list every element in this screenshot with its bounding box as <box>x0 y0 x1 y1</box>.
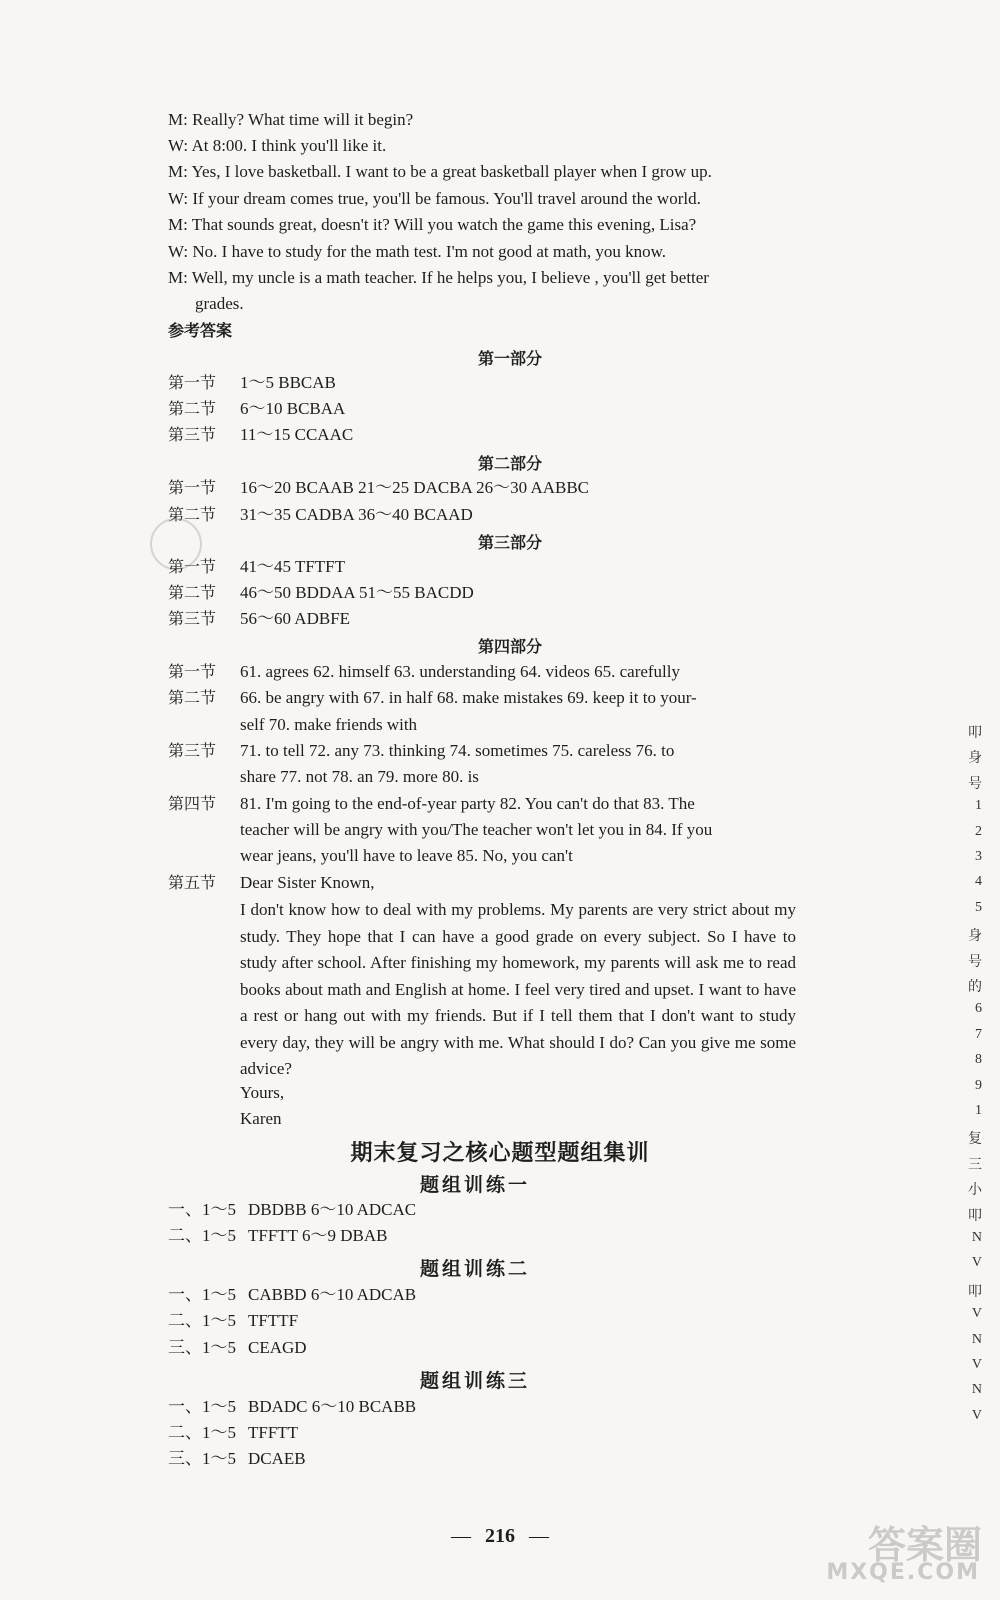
answer-row: 三、1～5 DCAEB <box>168 1449 306 1468</box>
margin-char: 1 <box>975 798 982 814</box>
answer-row: 二、1～5 TFFTT <box>168 1423 299 1442</box>
answer-row: 一、1～5 CABBD 6～10 ADCAB <box>168 1285 417 1304</box>
answer-row-continued: share 77. not 78. an 79. more 80. is <box>240 767 479 786</box>
margin-char: V <box>971 1357 982 1372</box>
dialogue-line: W: No. I have to study for the math test. I'm not good at math, you know. <box>168 242 667 261</box>
margin-char: 号 <box>968 776 982 792</box>
margin-char: N <box>971 1382 982 1398</box>
dialogue-line: M: That sounds great, doesn't it? Will you watch the game this evening, Lisa? <box>168 215 697 234</box>
answer-row: 第三节 71. to tell 72. any 73. thinking 74. sometimes 75. careless 76. to <box>168 741 675 760</box>
margin-char: 的 <box>968 980 982 995</box>
margin-char: 9 <box>975 1077 982 1093</box>
margin-char: N <box>971 1331 982 1347</box>
part-heading: 第一部分 <box>477 349 542 368</box>
dialogue-line: M: Yes, I love basketball. I want to be a great basketball player when I grow up. <box>168 162 712 181</box>
group-title: 题组训练一 <box>420 1174 531 1196</box>
letter-closing: Yours, <box>240 1083 285 1102</box>
margin-char: 1 <box>975 1103 982 1118</box>
part-heading: 第二部分 <box>477 454 542 473</box>
margin-char: 6 <box>975 1001 982 1017</box>
margin-char: 叩 <box>968 1284 982 1300</box>
letter-body: I don't know how to deal with my problems. My parents are very strict about my study. They hope that I can have a good grade on every subject. So I have to study after school. After finishing my homework, my parents will ask me to read books about math and English at home. I feel very tired and upset. I want to have a rest or hang out with my friends. But if I tell them that I don't want to study every day, they will be angry with me. What should I do? Can you give me some advice? <box>240 900 796 1078</box>
answer-row: 第一节 61. agrees 62. himself 63. understanding 64. videos 65. carefully <box>168 662 681 681</box>
margin-char: 8 <box>975 1052 982 1068</box>
margin-char: 2 <box>975 823 982 839</box>
margin-char: 叩 <box>968 726 982 741</box>
answer-row: 一、1～5 DBDBB 6～10 ADCAC <box>168 1200 417 1219</box>
answer-row: 第一节 41～45 TFTFT <box>168 557 346 576</box>
dialogue-line: W: At 8:00. I think you'll like it. <box>168 136 387 155</box>
page-number: — 216 — <box>451 1525 549 1547</box>
dialogue-line: M: Well, my uncle is a math teacher. If he helps you, I believe , you'll get better <box>168 268 709 287</box>
margin-char: 3 <box>975 849 982 864</box>
margin-char: V <box>971 1407 982 1423</box>
margin-char: 4 <box>975 874 982 890</box>
margin-char: V <box>971 1255 982 1271</box>
answer-row: 第一节 16～20 BCAAB 21～25 DACBA 26～30 AABBC <box>168 478 590 497</box>
answer-row: 二、1～5 TFFTT 6～9 DBAB <box>168 1226 388 1245</box>
margin-char: 5 <box>975 899 982 915</box>
part-heading: 第三部分 <box>477 533 542 552</box>
margin-char: 小 <box>968 1183 982 1199</box>
answer-row-continued: self 70. make friends with <box>240 715 418 734</box>
answer-row-continued: wear jeans, you'll have to leave 85. No, you can't <box>240 846 573 865</box>
margin-char: 号 <box>968 954 982 970</box>
answer-row: 第四节 81. I'm going to the end-of-year party 82. You can't do that 83. The <box>168 794 695 813</box>
letter-signature: Karen <box>240 1109 282 1128</box>
group-title: 题组训练三 <box>420 1370 531 1392</box>
answer-row: 第三节 56～60 ADBFE <box>168 609 351 628</box>
margin-char: N <box>971 1230 982 1245</box>
answer-row: 第五节 Dear Sister Known, <box>168 873 375 892</box>
margin-char: 三 <box>968 1157 982 1173</box>
answer-heading: 参考答案 <box>168 321 233 340</box>
margin-char: 身 <box>968 929 982 945</box>
group-title: 题组训练二 <box>420 1258 531 1280</box>
margin-char: 复 <box>968 1132 982 1148</box>
answer-row: 第一节 1～5 BBCAB <box>168 373 336 392</box>
watermark-logo <box>792 1514 992 1594</box>
watermark-url: MXQE.COM <box>826 1560 980 1585</box>
part-heading: 第四部分 <box>477 637 542 656</box>
answer-row: 三、1～5 CEAGD <box>168 1338 307 1357</box>
answer-row: 第三节 11～15 CCAAC <box>168 425 354 444</box>
answer-row: 第二节 66. be angry with 67. in half 68. make mistakes 69. keep it to your- <box>168 688 697 707</box>
margin-char: 身 <box>968 751 982 767</box>
answer-row: 二、1～5 TFTTF <box>168 1311 299 1330</box>
answer-row-continued: teacher will be angry with you/The teacher won't let you in 84. If you <box>240 820 713 839</box>
section-title: 期末复习之核心题型题组集训 <box>350 1141 650 1166</box>
margin-bleed-marks <box>940 0 1000 1600</box>
answer-row: 第二节 6～10 BCBAA <box>168 399 346 418</box>
margin-char: 叩 <box>968 1208 982 1224</box>
margin-char: V <box>971 1306 982 1322</box>
dialogue-line: M: Really? What time will it begin? <box>168 110 414 129</box>
answer-row: 第二节 31～35 CADBA 36～40 BCAAD <box>168 505 473 524</box>
dialogue-line: W: If your dream comes true, you'll be famous. You'll travel around the world. <box>168 189 701 208</box>
dialogue-line: grades. <box>195 294 244 313</box>
margin-char: 7 <box>975 1026 982 1042</box>
watermark-title: 答案圈 <box>867 1523 982 1567</box>
answer-row: 第二节 46～50 BDDAA 51～55 BACDD <box>168 583 474 602</box>
answer-row: 一、1～5 BDADC 6～10 BCABB <box>168 1397 417 1416</box>
